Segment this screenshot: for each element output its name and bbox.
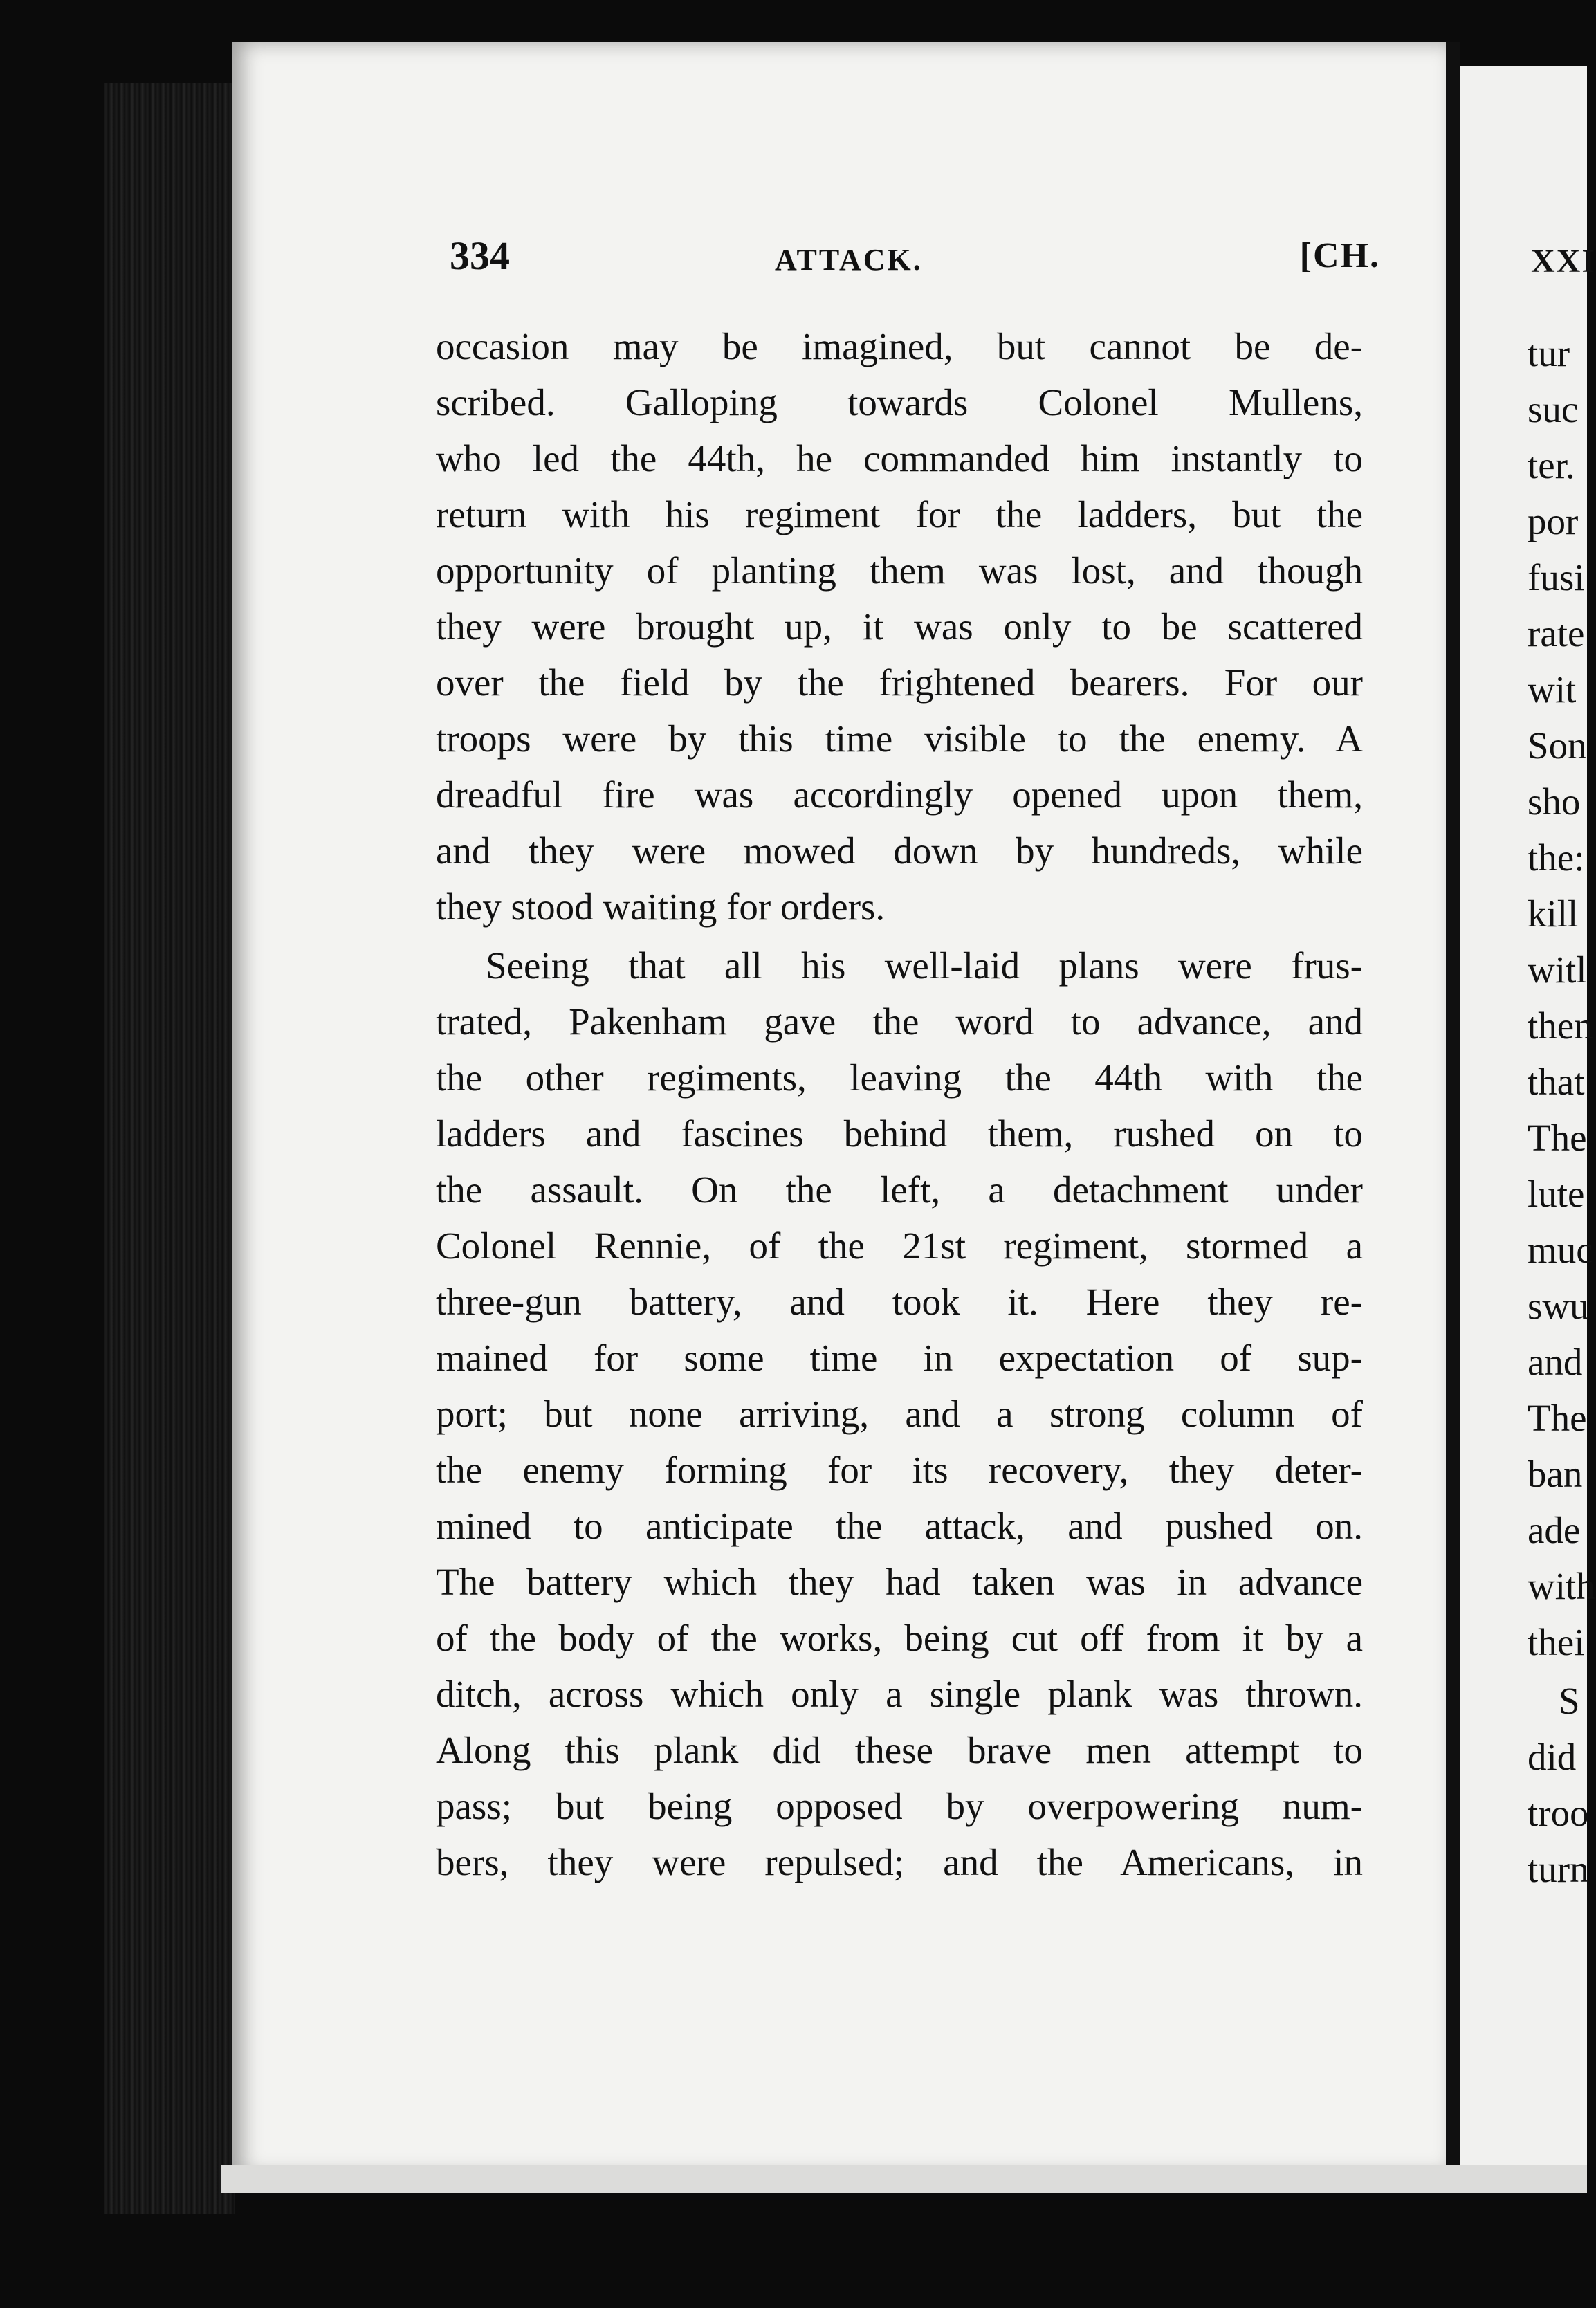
running-head	[450, 232, 1380, 288]
facing-page-line-fragment: sho	[1528, 780, 1581, 823]
page-bottom-edge	[221, 2165, 1587, 2193]
text-line: mained for some time in expectation of sup-	[436, 1337, 1363, 1379]
text-line: occasion may be imagined, but cannot be de-	[436, 325, 1363, 367]
text-line: the enemy forming for its recovery, they deter-	[436, 1449, 1363, 1491]
facing-page-line-fragment: kill	[1528, 892, 1579, 935]
page-number: 334	[450, 233, 510, 278]
text-line: dreadful fire was accordingly opened upon them,	[436, 773, 1363, 816]
facing-page-line-fragment: rate	[1528, 612, 1585, 654]
facing-page-line-fragment: ter.	[1528, 444, 1575, 486]
text-line: opportunity of planting them was lost, and though	[436, 549, 1363, 592]
text-line: ditch, across which only a single plank was thrown.	[436, 1673, 1363, 1715]
facing-page-line-fragment: suc	[1528, 388, 1579, 430]
facing-page-line-fragment: fusi	[1528, 556, 1585, 598]
text-line: of the body of the works, being cut off from it by a	[436, 1617, 1363, 1659]
body-text	[436, 318, 1363, 1890]
facing-page-line-fragment: that	[1528, 1061, 1585, 1103]
text-line: pass; but being opposed by overpowering num-	[436, 1785, 1363, 1827]
text-line: troops were by this time visible to the enemy. A	[436, 717, 1363, 760]
running-head-chapter: [CH.	[1299, 236, 1380, 275]
text-line: over the field by the frightened bearers. For our	[436, 661, 1363, 704]
page-gutter	[1446, 42, 1460, 2179]
facing-page-line-fragment: wit	[1528, 668, 1577, 711]
text-line: they were brought up, it was only to be scattered	[436, 605, 1363, 648]
facing-page-line-fragment: S	[1559, 1680, 1580, 1722]
facing-page-line-fragment: ban	[1528, 1453, 1583, 1495]
text-line: they stood waiting for orders.	[436, 886, 886, 928]
facing-page-line-fragment: muc	[1528, 1229, 1593, 1271]
facing-page-line-fragment: troo	[1528, 1792, 1589, 1834]
facing-page-line-fragment: then	[1528, 1005, 1593, 1047]
facing-page-line-fragment: turn	[1528, 1848, 1589, 1890]
text-line: and they were mowed down by hundreds, while	[436, 830, 1363, 872]
facing-page-line-fragment: and	[1528, 1341, 1583, 1383]
facing-page-line-fragment: swu	[1528, 1285, 1589, 1327]
facing-page-line-fragment: lute	[1528, 1173, 1585, 1215]
facing-page-head: XXI	[1531, 243, 1596, 280]
text-line: mined to anticipate the attack, and pushed on.	[436, 1505, 1363, 1547]
text-line: ladders and fascines behind them, rushed on to	[436, 1112, 1363, 1155]
facing-page-line-fragment: did	[1528, 1736, 1577, 1778]
text-line: The battery which they had taken was in advance	[436, 1561, 1363, 1603]
facing-page-line-fragment: with	[1528, 1565, 1595, 1607]
facing-page-line-fragment: Son	[1528, 724, 1587, 767]
text-line: three-gun battery, and took it. Here they re-	[436, 1281, 1363, 1323]
book-binding	[104, 83, 235, 2214]
facing-page-line-fragment: The	[1528, 1397, 1587, 1439]
text-line: bers, they were repulsed; and the Americans, in	[436, 1841, 1363, 1883]
text-line: who led the 44th, he commanded him instantly to	[436, 437, 1363, 479]
text-line: Colonel Rennie, of the 21st regiment, stormed a	[436, 1225, 1363, 1267]
facing-page-line-fragment: tur	[1528, 332, 1570, 374]
text-line: port; but none arriving, and a strong column of	[436, 1393, 1363, 1435]
facing-page-line-fragment: The	[1528, 1117, 1587, 1159]
text-line: the assault. On the left, a detachment under	[436, 1169, 1363, 1211]
facing-page-line-fragment: por	[1528, 500, 1579, 542]
text-line: Along this plank did these brave men attempt to	[436, 1729, 1363, 1771]
text-line: trated, Pakenham gave the word to advance, and	[436, 1000, 1363, 1043]
text-line: scribed. Galloping towards Colonel Mullens,	[436, 381, 1363, 423]
facing-page-line-fragment: ade	[1528, 1509, 1581, 1551]
text-line: the other regiments, leaving the 44th with the	[436, 1056, 1363, 1099]
facing-page-line-fragment: the:	[1528, 836, 1585, 879]
text-line: return with his regiment for the ladders, but the	[436, 493, 1363, 535]
facing-page-text	[1528, 325, 1595, 1897]
running-head-title: ATTACK.	[775, 243, 923, 277]
facing-page-line-fragment: thei	[1528, 1621, 1585, 1663]
text-line: Seeing that all his well-laid plans were frus-	[486, 944, 1363, 987]
facing-page-line-fragment: witl	[1528, 949, 1587, 991]
